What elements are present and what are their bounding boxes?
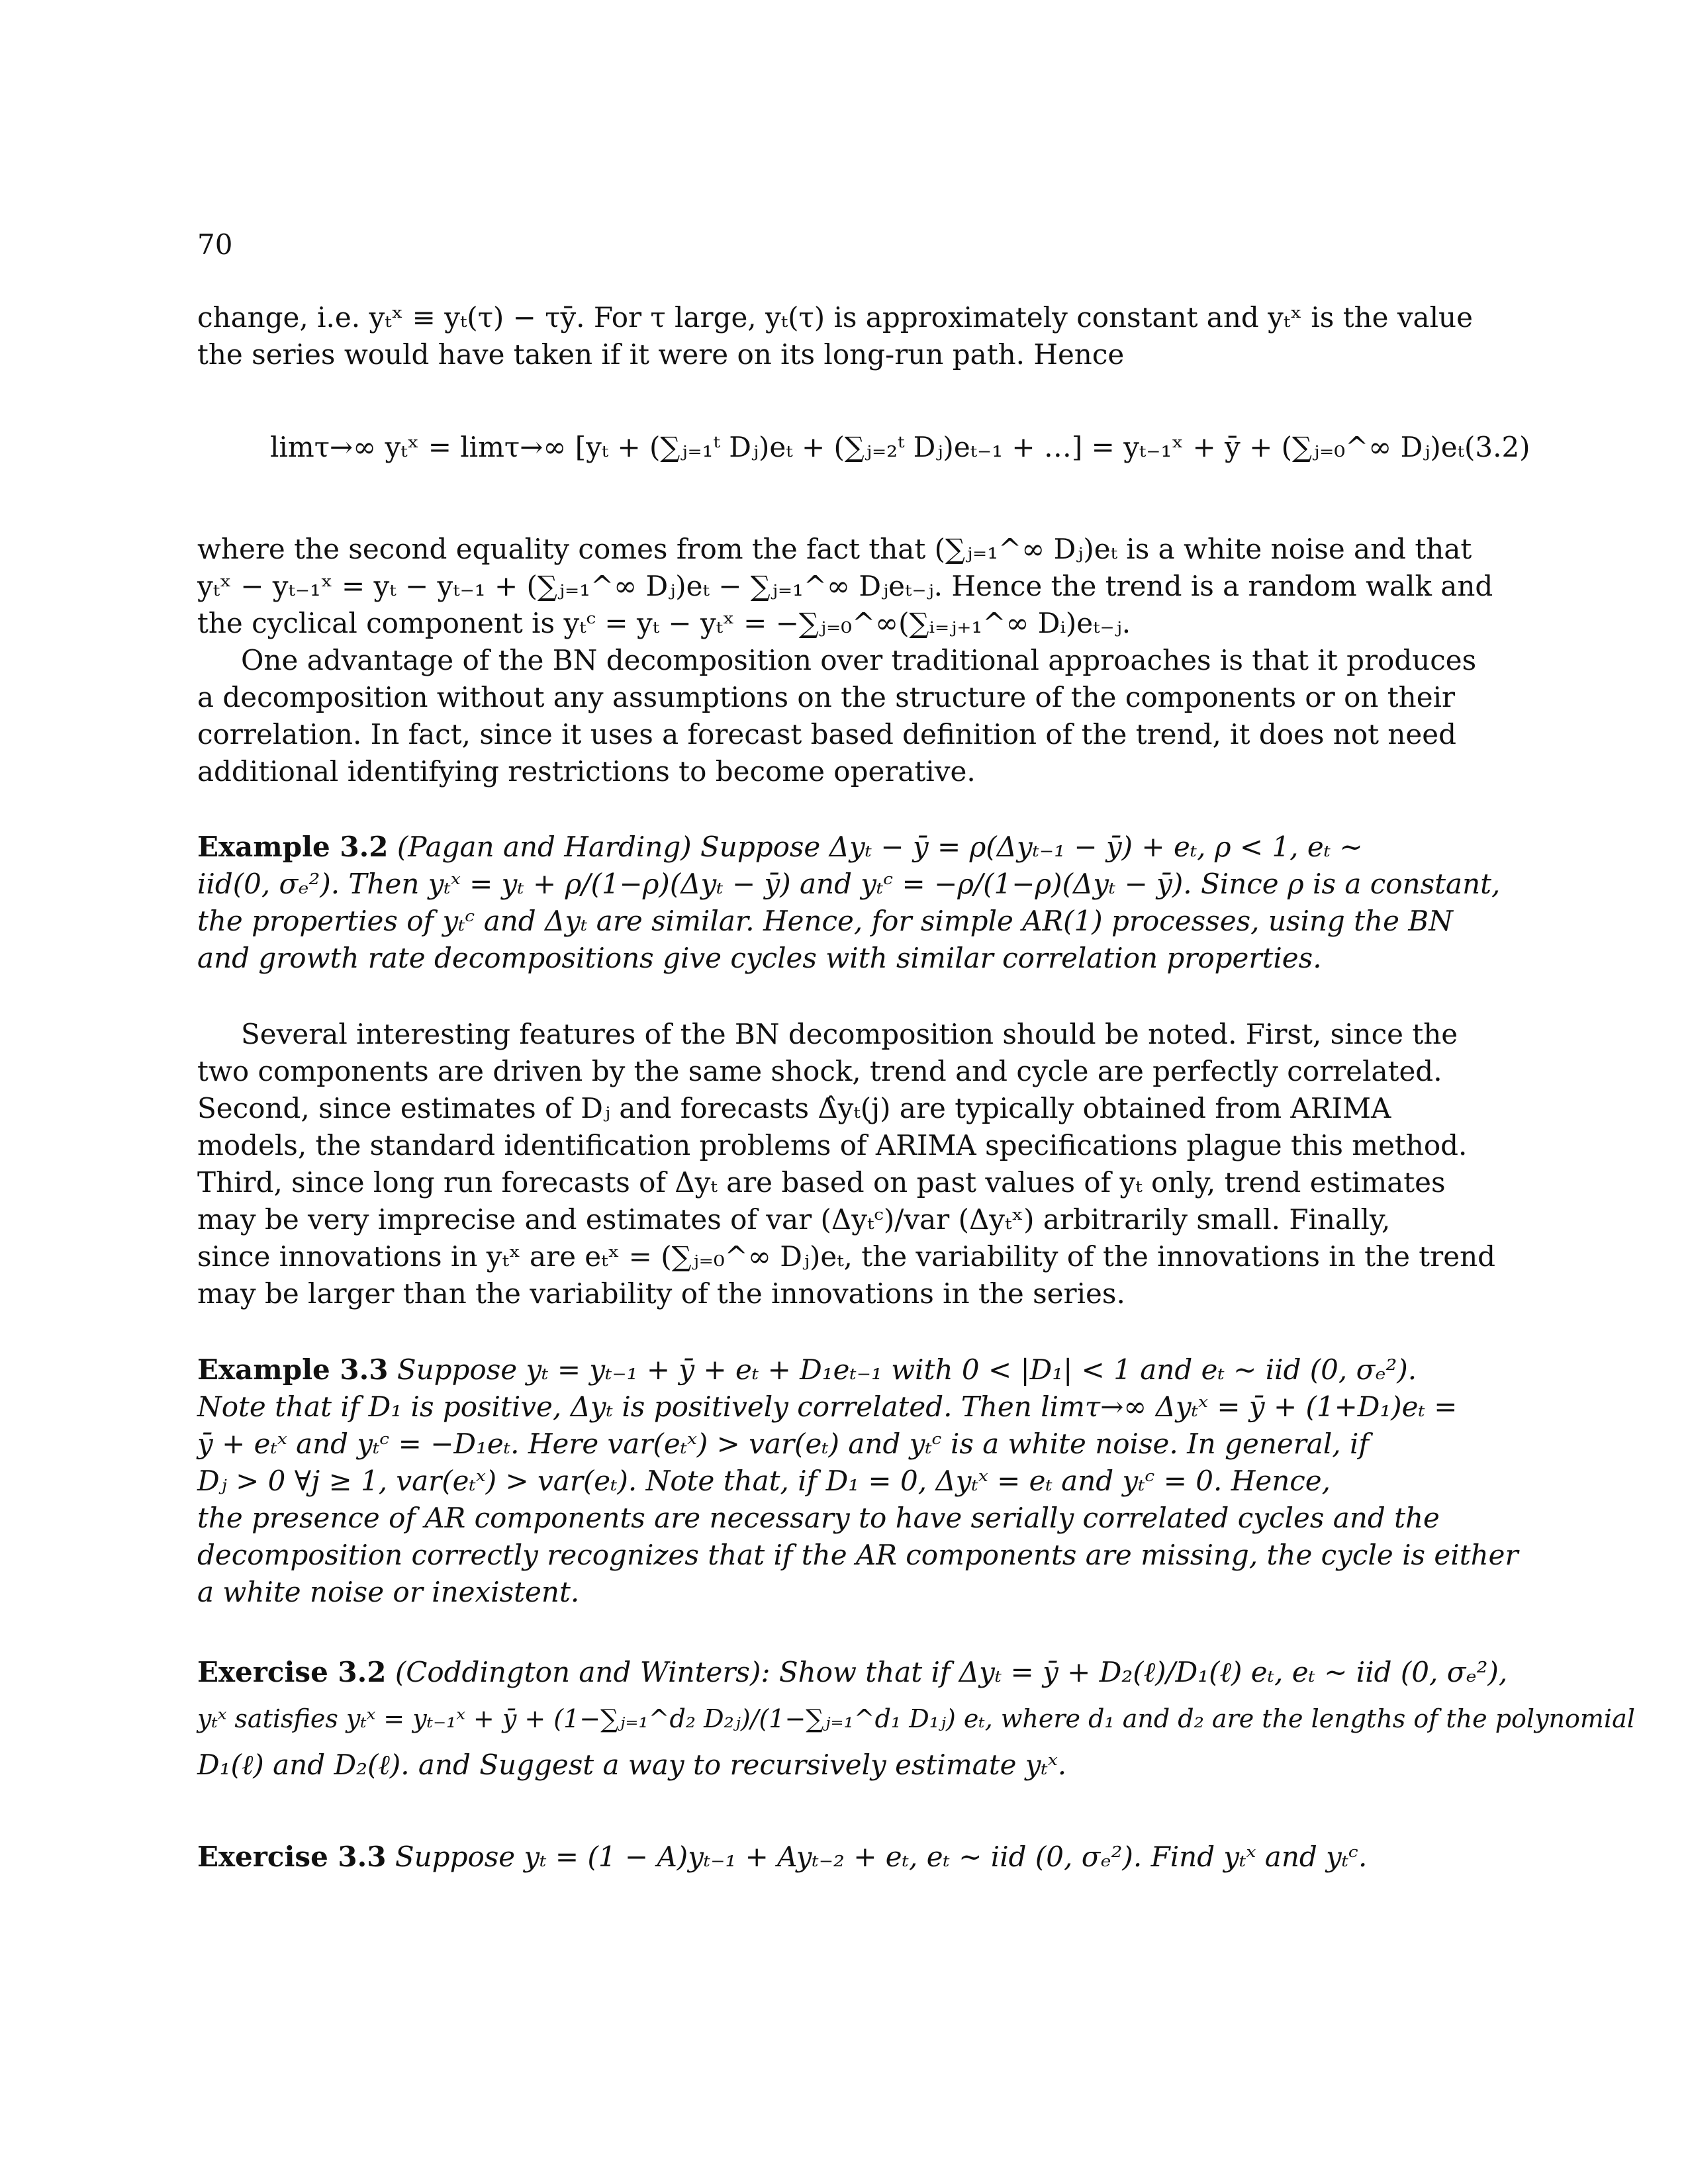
equation-content: limτ→∞ yₜˣ = limτ→∞ [yₜ + (∑ⱼ₌₁ᵗ Dⱼ)eₜ + (∑ⱼ₌₂ᵗ Dⱼ)eₜ₋₁ + …] = yₜ₋₁ˣ + ȳ + (∑ⱼ₌₀^∞ Dⱼ)eₜ [270, 431, 1464, 463]
text-line: (Coddington and Winters): Show that if Δyₜ = ȳ + D₂(ℓ)/D₁(ℓ) eₜ, eₜ ~ iid (0, σₑ²), [395, 1656, 1508, 1688]
text-line: may be larger than the variability of the innovations in the series. [197, 1277, 1125, 1310]
text-line: and growth rate decompositions give cycles with similar correlation properties. [197, 942, 1322, 974]
paragraph-bn-advantage [197, 642, 1477, 790]
text-line: change, i.e. yₜˣ ≡ yₜ(τ) − τȳ. For τ large, yₜ(τ) is approximately constant and yₜˣ is the value [197, 301, 1473, 334]
text-line: Note that if D₁ is positive, Δyₜ is positively correlated. Then limτ→∞ Δyₜˣ = ȳ + (1+D₁)eₜ = [197, 1390, 1458, 1423]
text-line: Third, since long run forecasts of Δyₜ are based on past values of yₜ only, trend estimates [197, 1166, 1446, 1199]
text-line: the cyclical component is yₜᶜ = yₜ − yₜˣ = −∑ⱼ₌₀^∞(∑ᵢ₌ⱼ₊₁^∞ Dᵢ)eₜ₋ⱼ. [197, 607, 1131, 639]
text-line: a white noise or inexistent. [197, 1576, 580, 1608]
exercise-label: Exercise 3.3 [197, 1841, 387, 1873]
text-line: (Pagan and Harding) Suppose Δyₜ − ȳ = ρ(Δyₜ₋₁ − ȳ) + eₜ, ρ < 1, eₜ ~ [397, 831, 1363, 863]
text-line: Suppose yₜ = yₜ₋₁ + ȳ + eₜ + D₁eₜ₋₁ with 0 < |D₁| < 1 and eₜ ~ iid (0, σₑ²). [397, 1353, 1417, 1386]
text-line: since innovations in yₜˣ are eₜˣ = (∑ⱼ₌₀^∞ Dⱼ)eₜ, the variability of the innovations in the trend [197, 1240, 1496, 1273]
text-line: models, the standard identification problems of ARIMA specifications plague this method. [197, 1129, 1468, 1161]
example-label: Example 3.2 [197, 831, 389, 863]
text-line: the properties of yₜᶜ and Δyₜ are similar. Hence, for simple AR(1) processes, using the BN [197, 905, 1453, 937]
text-line: Suppose yₜ = (1 − A)yₜ₋₁ + Ayₜ₋₂ + eₜ, eₜ ~ iid (0, σₑ²). Find yₜˣ and yₜᶜ. [395, 1841, 1368, 1873]
text-line: iid(0, σₑ²). Then yₜˣ = yₜ + ρ/(1−ρ)(Δyₜ − ȳ) and yₜᶜ = −ρ/(1−ρ)(Δyₜ − ȳ). Since ρ is a constant, [197, 868, 1501, 900]
text-line: One advantage of the BN decomposition over traditional approaches is that it produces [241, 644, 1477, 676]
exercise-3-2 [197, 1649, 1635, 1788]
equation-number: (3.2) [1464, 431, 1530, 463]
text-line: the series would have taken if it were on its long-run path. Hence [197, 338, 1125, 371]
text-line: a decomposition without any assumptions on the structure of the components or on their [197, 681, 1456, 713]
example-3-2 [197, 829, 1501, 977]
text-line: D₁(ℓ) and D₂(ℓ). and Suggest a way to recursively estimate yₜˣ. [197, 1749, 1067, 1781]
exercise-label: Exercise 3.2 [197, 1656, 387, 1688]
paragraph-features [197, 1016, 1496, 1312]
exercise-3-3 [197, 1839, 1376, 1876]
paragraph-after-equation [197, 531, 1493, 642]
text-line: may be very imprecise and estimates of var (Δyₜᶜ)/var (Δyₜˣ) arbitrarily small. Finally, [197, 1203, 1391, 1236]
text-line: where the second equality comes from the fact that (∑ⱼ₌₁^∞ Dⱼ)eₜ is a white noise and that [197, 533, 1472, 565]
intro-paragraph [197, 299, 1473, 373]
page-number: 70 [197, 228, 233, 261]
text-line: yₜˣ − yₜ₋₁ˣ = yₜ − yₜ₋₁ + (∑ⱼ₌₁^∞ Dⱼ)eₜ − ∑ⱼ₌₁^∞ Dⱼeₜ₋ⱼ. Hence the trend is a random walk and [197, 570, 1493, 602]
text-line: yₜˣ satisfies yₜˣ = yₜ₋₁ˣ + ȳ + (1−∑ⱼ₌₁^d₂ D₂ⱼ)/(1−∑ⱼ₌₁^d₁ D₁ⱼ) eₜ, where d₁ and d₂ are the lengths of the polynomial [197, 1704, 1635, 1733]
text-line: Second, since estimates of Dⱼ and forecasts Δ̂yₜ(j) are typically obtained from ARIMA [197, 1092, 1391, 1124]
text-line: additional identifying restrictions to become operative. [197, 755, 976, 788]
example-label: Example 3.3 [197, 1353, 389, 1386]
text-line: ȳ + eₜˣ and yₜᶜ = −D₁eₜ. Here var(eₜˣ) > var(eₜ) and yₜᶜ is a white noise. In general, if [197, 1428, 1369, 1460]
text-line: Several interesting features of the BN decomposition should be noted. First, since the [241, 1018, 1458, 1050]
text-line: correlation. In fact, since it uses a forecast based definition of the trend, it does not need [197, 718, 1456, 751]
equation-3-2 [197, 429, 1530, 466]
text-line: the presence of AR components are necessary to have serially correlated cycles and the [197, 1502, 1440, 1534]
text-line: Dⱼ > 0 ∀j ≥ 1, var(eₜˣ) > var(eₜ). Note that, if D₁ = 0, Δyₜˣ = eₜ and yₜᶜ = 0. Hence, [197, 1465, 1331, 1497]
text-line: decomposition correctly recognizes that if the AR components are missing, the cycle is either [197, 1539, 1519, 1571]
text-line: two components are driven by the same shock, trend and cycle are perfectly correlated. [197, 1055, 1442, 1087]
example-3-3 [197, 1351, 1519, 1611]
